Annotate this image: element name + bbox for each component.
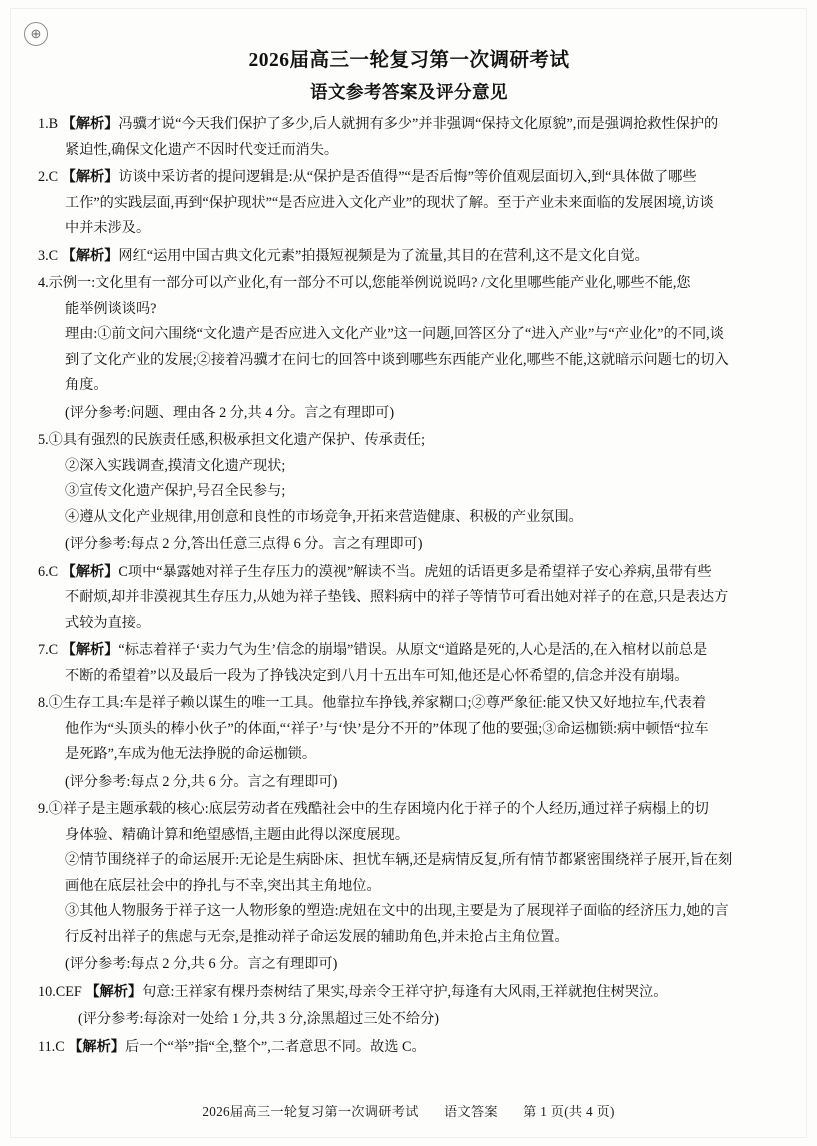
corner-stamp-icon: ⊕ <box>24 22 48 46</box>
answers-list <box>38 112 780 1060</box>
answer-block <box>38 980 780 1006</box>
answer-line: 10.CEF 【解析】句意:王祥家有棵丹柰树结了果实,母亲令王祥守护,每逢有大风雨,王祥就抱住树哭泣。 <box>38 983 668 1000</box>
answer-line: (评分参考:每涂对一处给 1 分,共 3 分,涂黑超过三处不给分) <box>78 1011 439 1027</box>
answer-block <box>38 560 780 637</box>
answer-line: 9.①祥子是主题承载的核心:底层劳动者在残酷社会中的生存困境内化于祥子的个人经历,通过祥子病榻上的切 <box>38 801 709 817</box>
answer-block <box>38 1035 780 1061</box>
answer-line: 不断的希望着”以及最后一段为了挣钱决定到八月十五出车可知,他还是心怀希望的,信念并没有崩塌。 <box>65 667 689 684</box>
answer-block <box>38 638 780 689</box>
answer-block <box>38 165 780 242</box>
answer-line: 7.C 【解析】“标志着祥子‘卖力气为生’信念的崩塌”错误。从原文“道路是死的,人心是活的,在入棺材以前总是 <box>38 642 708 658</box>
answer-line: 他作为“头顶头的棒小伙子”的体面,“‘祥子’与‘快’是分不开的”体现了他的要强;③命运枷锁:病中顿悟“拉车 <box>65 720 709 737</box>
answer-line: ④遵从文化产业规律,用创意和良性的市场竞争,开拓来营造健康、积极的产业氛围。 <box>65 508 583 525</box>
answer-line: 式较为直接。 <box>65 614 151 631</box>
answer-line: (评分参考:问题、理由各 2 分,共 4 分。言之有理即可) <box>65 404 395 421</box>
answer-line: ②深入实践调查,摸清文化遗产现状; <box>65 457 286 474</box>
answer-line: 4.示例一:文化里有一部分可以产业化,有一部分不可以,您能举例说说吗? /文化里哪些能产业化,哪些不能,您 <box>38 275 691 291</box>
answer-line: 行反衬出祥子的焦虑与无奈,是推动祥子命运发展的辅助角色,并未抢占主角位置。 <box>65 928 569 945</box>
answer-line: 是死路”,车成为他无法挣脱的命运枷锁。 <box>65 746 317 762</box>
answer-block <box>38 401 780 427</box>
answer-line: ③其他人物服务于祥子这一人物形象的塑造:虎妞在文中的出现,主要是为了展现祥子面临的经济压力,她的言 <box>65 903 729 919</box>
answer-line: 8.①生存工具:车是祥子赖以谋生的唯一工具。他靠拉车挣钱,养家糊口;②尊严象征:能又快又好地拉车,代表着 <box>38 695 707 711</box>
answer-line: 画他在底层社会中的挣扎与不幸,突出其主角地位。 <box>65 877 381 894</box>
answer-line: ②情节围绕祥子的命运展开:无论是生病卧床、担忧车辆,还是病情反复,所有情节都紧密围绕祥子展开,旨在刻 <box>65 852 733 868</box>
answer-line: 5.①具有强烈的民族责任感,积极承担文化遗产保护、传承责任; <box>38 432 426 448</box>
answer-line: (评分参考:每点 2 分,答出任意三点得 6 分。言之有理即可) <box>65 536 423 552</box>
answer-block <box>38 952 780 978</box>
footer-subject: 语文答案 <box>443 1104 498 1119</box>
answer-line: 11.C 【解析】后一个“举”指“全,整个”,二者意思不同。故选 C。 <box>38 1038 426 1055</box>
answer-line: 紧迫性,确保文化遗产不因时代变迁而消失。 <box>65 141 339 158</box>
answer-block <box>38 428 780 530</box>
page-subtitle: 语文参考答案及评分意见 <box>310 82 508 102</box>
document-content <box>38 46 780 1062</box>
answer-line: 3.C 【解析】网红“运用中国古典文化元素”拍摄短视频是为了流量,其目的在营利,这不是文化自觉。 <box>38 247 649 264</box>
answer-line: (评分参考:每点 2 分,共 6 分。言之有理即可) <box>65 773 338 790</box>
answer-block <box>38 770 780 796</box>
answer-line: 6.C 【解析】C项中“暴露她对祥子生存压力的漠视”解读不当。虎妞的话语更多是希望祥子安心养病,虽带有些 <box>38 563 712 580</box>
answer-line: ③宣传文化遗产保护,号召全民参与; <box>65 483 286 499</box>
answer-line: (评分参考:每点 2 分,共 6 分。言之有理即可) <box>65 956 338 972</box>
answer-line: 1.B 【解析】冯骥才说“今天我们保护了多少,后人就拥有多少”并非强调“保持文化原貌”,而是强调抢救性保护的 <box>38 116 719 132</box>
answer-line: 中并未涉及。 <box>65 220 151 236</box>
answer-line: 2.C 【解析】访谈中采访者的提问逻辑是:从“保护是否值得”“是否后悔”等价值观层面切入,到“具体做了哪些 <box>38 169 697 185</box>
page-title: 2026届高三一轮复习第一次调研考试 <box>248 50 570 71</box>
answer-line: 到了文化产业的发展;②接着冯骥才在问七的回答中谈到哪些东西能产业化,哪些不能,这就暗示问题七的切入 <box>65 351 729 368</box>
answer-line: 能举例谈谈吗? <box>65 300 157 317</box>
answer-block <box>38 691 780 768</box>
answer-block <box>38 1007 780 1033</box>
page-footer <box>0 1101 817 1120</box>
answer-line: 不耐烦,却并非漠视其生存压力,从她为祥子垫钱、照料病中的祥子等情节可看出她对祥子的在意,只是表达方 <box>65 589 729 605</box>
footer-exam-name: 2026届高三一轮复习第一次调研考试 <box>202 1104 419 1119</box>
answer-block <box>38 797 780 950</box>
answer-line: 角度。 <box>65 377 108 393</box>
answer-block <box>38 244 780 270</box>
answer-block <box>38 532 780 558</box>
answer-line: 工作”的实践层面,再到“保护现状”“是否应进入文化产业”的现状了解。至于产业未来面临的发展困境,访谈 <box>65 194 714 211</box>
answer-block <box>38 271 780 399</box>
answer-line: 身体验、精确计算和绝望感悟,主题由此得以深度展现。 <box>65 826 410 843</box>
answer-block <box>38 112 780 163</box>
answer-line: 理由:①前文问六围绕“文化遗产是否应进入文化产业”这一问题,回答区分了“进入产业”与“产业化”的不同,谈 <box>65 326 724 342</box>
footer-page-number: 第 1 页(共 4 页) <box>523 1104 615 1119</box>
